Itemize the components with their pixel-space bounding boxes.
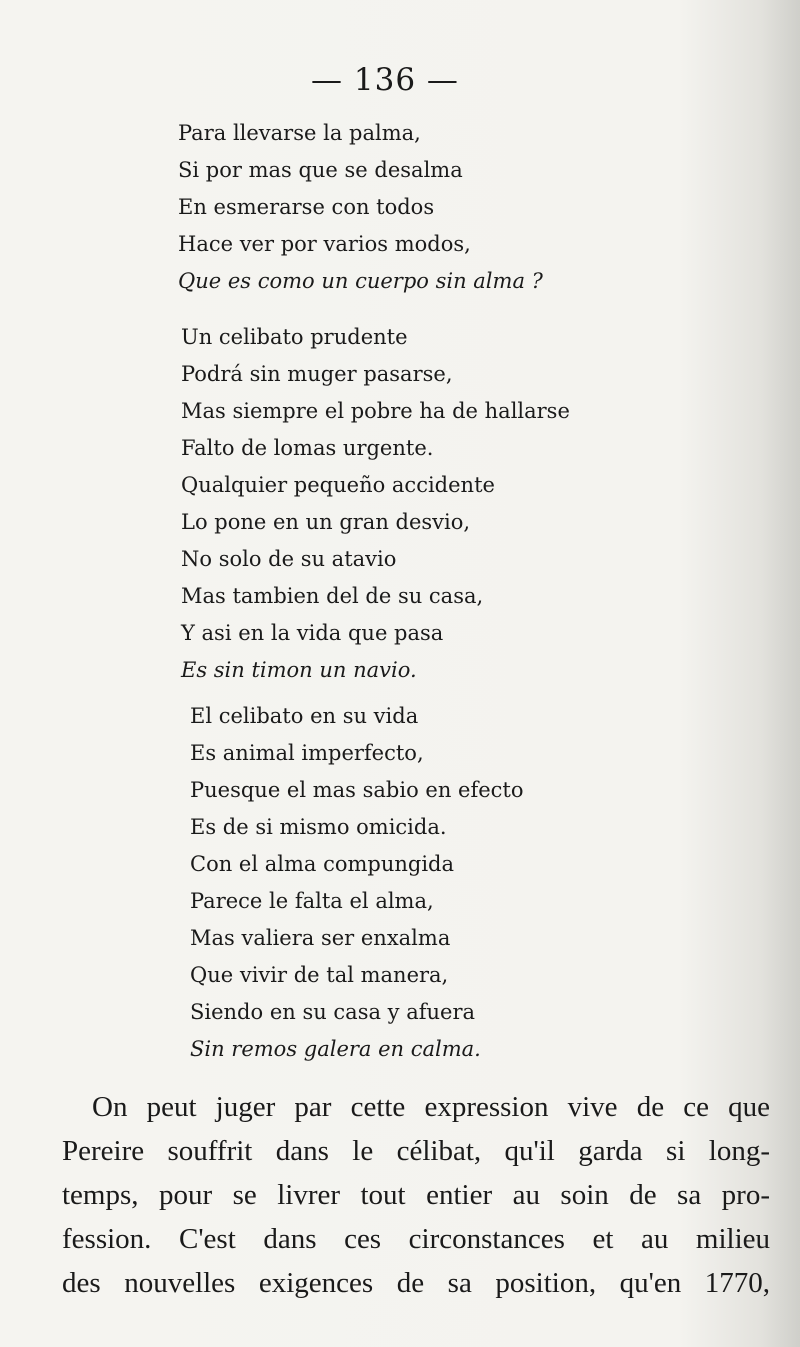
poem-line: Parece le falta el alma, — [190, 889, 434, 913]
poem-line: Es de si mismo omicida. — [190, 815, 447, 839]
poem-line: Mas siempre el pobre ha de hallarse — [181, 399, 570, 423]
poem-stanza — [190, 698, 524, 1068]
poem-line: Qualquier pequeño accidente — [181, 473, 495, 497]
poem-line: Que es como un cuerpo sin alma ? — [178, 269, 543, 293]
poem-line: No solo de su atavio — [181, 547, 397, 571]
page-number: — 136 — — [311, 62, 459, 98]
prose-line: Pereire souffrit dans le célibat, qu'il garda si long- — [62, 1135, 770, 1167]
poem-line: Puesque el mas sabio en efecto — [190, 778, 524, 802]
poem-stanza — [178, 115, 543, 300]
prose-paragraph — [62, 1085, 770, 1305]
poem-line: Es sin timon un navio. — [181, 658, 417, 682]
poem-line: Con el alma compungida — [190, 852, 455, 876]
poem-line: Hace ver por varios modos, — [178, 232, 471, 256]
poem-line: El celibato en su vida — [190, 704, 419, 728]
poem-line: Falto de lomas urgente. — [181, 436, 434, 460]
prose-line: fession. C'est dans ces circonstances et au milieu — [62, 1223, 770, 1255]
poem-line: Es animal imperfecto, — [190, 741, 424, 765]
poem-line: Mas valiera ser enxalma — [190, 926, 451, 950]
poem-line: Y asi en la vida que pasa — [181, 621, 444, 645]
prose-line: On peut juger par cette expression vive de ce que — [92, 1091, 770, 1123]
poem-line: Que vivir de tal manera, — [190, 963, 449, 987]
poem-line: En esmerarse con todos — [178, 195, 435, 219]
poem-line: Siendo en su casa y afuera — [190, 1000, 476, 1024]
prose-line: des nouvelles exigences de sa position, qu'en 1770, — [62, 1267, 770, 1299]
poem-line: Sin remos galera en calma. — [190, 1037, 481, 1061]
poem-line: Lo pone en un gran desvio, — [181, 510, 471, 534]
poem-line: Para llevarse la palma, — [178, 121, 421, 145]
poem-line: Podrá sin muger pasarse, — [181, 362, 453, 386]
poem-line: Si por mas que se desalma — [178, 158, 463, 182]
poem-line: Mas tambien del de su casa, — [181, 584, 484, 608]
poem-line: Un celibato prudente — [181, 325, 408, 349]
poem-stanza — [181, 319, 570, 689]
prose-line: temps, pour se livrer tout entier au soin de sa pro- — [62, 1179, 770, 1211]
